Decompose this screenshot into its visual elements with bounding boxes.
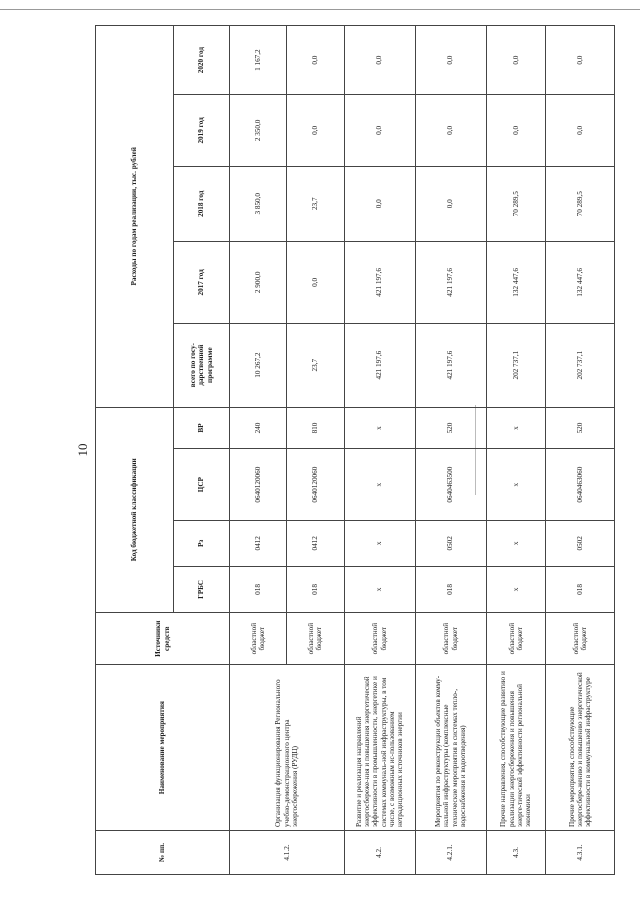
row-csr: х xyxy=(344,449,415,520)
header-2017: 2017 год xyxy=(174,241,230,323)
row-2018: 23,7 xyxy=(287,166,344,241)
row-csr: 0640120060 xyxy=(287,449,344,520)
row-vr: 240 xyxy=(230,407,287,449)
row-csr: х xyxy=(486,449,546,520)
table-row xyxy=(230,26,287,875)
row-grbs: 018 xyxy=(415,566,486,612)
row-csr: 0640463500 xyxy=(415,449,486,520)
row-source: областной бюджет xyxy=(415,612,486,664)
row-grbs: 018 xyxy=(287,566,344,612)
row-2020: 0,0 xyxy=(344,26,415,95)
row-csr: 0640120060 xyxy=(230,449,287,520)
row-2018: 70 289,5 xyxy=(546,166,615,241)
row-total: 202 737,1 xyxy=(486,323,546,407)
header-rz: Рз xyxy=(174,520,230,566)
row-total: 23,7 xyxy=(287,323,344,407)
row-grbs: х xyxy=(344,566,415,612)
rotated-table-wrapper xyxy=(95,25,615,875)
row-2020: 1 167,2 xyxy=(230,26,287,95)
row-source: областной бюджет xyxy=(230,612,287,664)
table-row xyxy=(415,26,486,875)
row-grbs: 018 xyxy=(230,566,287,612)
row-total: 202 737,1 xyxy=(546,323,615,407)
row-vr: 520 xyxy=(546,407,615,449)
row-source: областной бюджет xyxy=(287,612,344,664)
row-rz: х xyxy=(344,520,415,566)
row-name: Организация функционирования Регионального учебно-демонстрационного центра энергосбережения (РУДЦ) xyxy=(230,665,345,831)
row-vr: 520 xyxy=(415,407,486,449)
row-number: 4.3. xyxy=(486,830,546,874)
row-csr: 0640463060 xyxy=(546,449,615,520)
row-number: 4.2.1. xyxy=(415,830,486,874)
table-row xyxy=(546,26,615,875)
row-vr: 810 xyxy=(287,407,344,449)
row-2017: 2 900,0 xyxy=(230,241,287,323)
page-number: 10 xyxy=(75,443,90,457)
row-2018: 3 850,0 xyxy=(230,166,287,241)
row-total: 421 197,6 xyxy=(344,323,415,407)
header-code-group: Код бюджетной классификации xyxy=(96,407,174,612)
row-2020: 0,0 xyxy=(415,26,486,95)
row-name: Прочие мероприятия, способствующие энергосбере-жению и повышению энергетической эффективности в коммунальной инфраструктуре xyxy=(546,665,615,831)
header-2018: 2018 год xyxy=(174,166,230,241)
row-2017: 0,0 xyxy=(287,241,344,323)
header-2020: 2020 год xyxy=(174,26,230,95)
table-row xyxy=(486,26,546,875)
header-grbs: ГРБС xyxy=(174,566,230,612)
row-number: 4.3.1. xyxy=(546,830,615,874)
header-2019: 2019 год xyxy=(174,95,230,166)
row-vr: х xyxy=(344,407,415,449)
budget-table xyxy=(95,25,615,875)
row-2020: 0,0 xyxy=(287,26,344,95)
row-2019: 2 350,0 xyxy=(230,95,287,166)
row-source: областной бюджет xyxy=(486,612,546,664)
header-name: Наименование мероприятия xyxy=(96,665,230,831)
row-2017: 132 447,6 xyxy=(546,241,615,323)
row-rz: 0502 xyxy=(546,520,615,566)
row-2018: 0,0 xyxy=(415,166,486,241)
row-rz: х xyxy=(486,520,546,566)
header-expenses-group: Расходы по годам реализации, тыс. рублей xyxy=(96,26,174,408)
row-grbs: 018 xyxy=(546,566,615,612)
row-2019: 0,0 xyxy=(546,95,615,166)
row-2018: 70 289,5 xyxy=(486,166,546,241)
row-number: 4.2. xyxy=(344,830,415,874)
row-name: Прочие направления, способствующие развитию и реализации энергосбережения и повышения энерге-тической эффективности региональной экономики xyxy=(486,665,546,831)
row-2019: 0,0 xyxy=(287,95,344,166)
row-rz: 0502 xyxy=(415,520,486,566)
row-grbs: х xyxy=(486,566,546,612)
row-name: Развитие и реализация направлений энергосбереже-ния и повышения энергетической эффективности в промышленности, энергетике и системах коммуналь-ной инфраструктуры, в том числе, с возможным ис-пользованием нетрадиционных источников энергии xyxy=(344,665,415,831)
row-2017: 421 197,6 xyxy=(415,241,486,323)
row-vr: х xyxy=(486,407,546,449)
header-vr: ВР xyxy=(174,407,230,449)
row-2020: 0,0 xyxy=(546,26,615,95)
row-source: областной бюджет xyxy=(546,612,615,664)
header-no: № пп. xyxy=(96,830,230,874)
top-rule xyxy=(0,9,640,10)
row-source: областной бюджет xyxy=(344,612,415,664)
header-total: всего по госу-дарственной программе xyxy=(174,323,230,407)
row-total: 421 197,6 xyxy=(415,323,486,407)
row-2020: 0,0 xyxy=(486,26,546,95)
header-csr: ЦСР xyxy=(174,449,230,520)
row-2019: 0,0 xyxy=(415,95,486,166)
row-number: 4.1.2. xyxy=(230,830,345,874)
header-source: Источники средств xyxy=(96,612,230,664)
row-2017: 132 447,6 xyxy=(486,241,546,323)
row-rz: 0412 xyxy=(287,520,344,566)
row-2018: 0,0 xyxy=(344,166,415,241)
row-total: 10 267,2 xyxy=(230,323,287,407)
row-2019: 0,0 xyxy=(344,95,415,166)
table-row xyxy=(344,26,415,875)
row-rz: 0412 xyxy=(230,520,287,566)
row-name: Мероприятия по реконструкции объектов комму-нальной инфраструктуры (комплексные технические мероприятия в системах тепло-, водоснабжения и водоотведения) xyxy=(415,665,486,831)
row-2019: 0,0 xyxy=(486,95,546,166)
row-2017: 421 197,6 xyxy=(344,241,415,323)
